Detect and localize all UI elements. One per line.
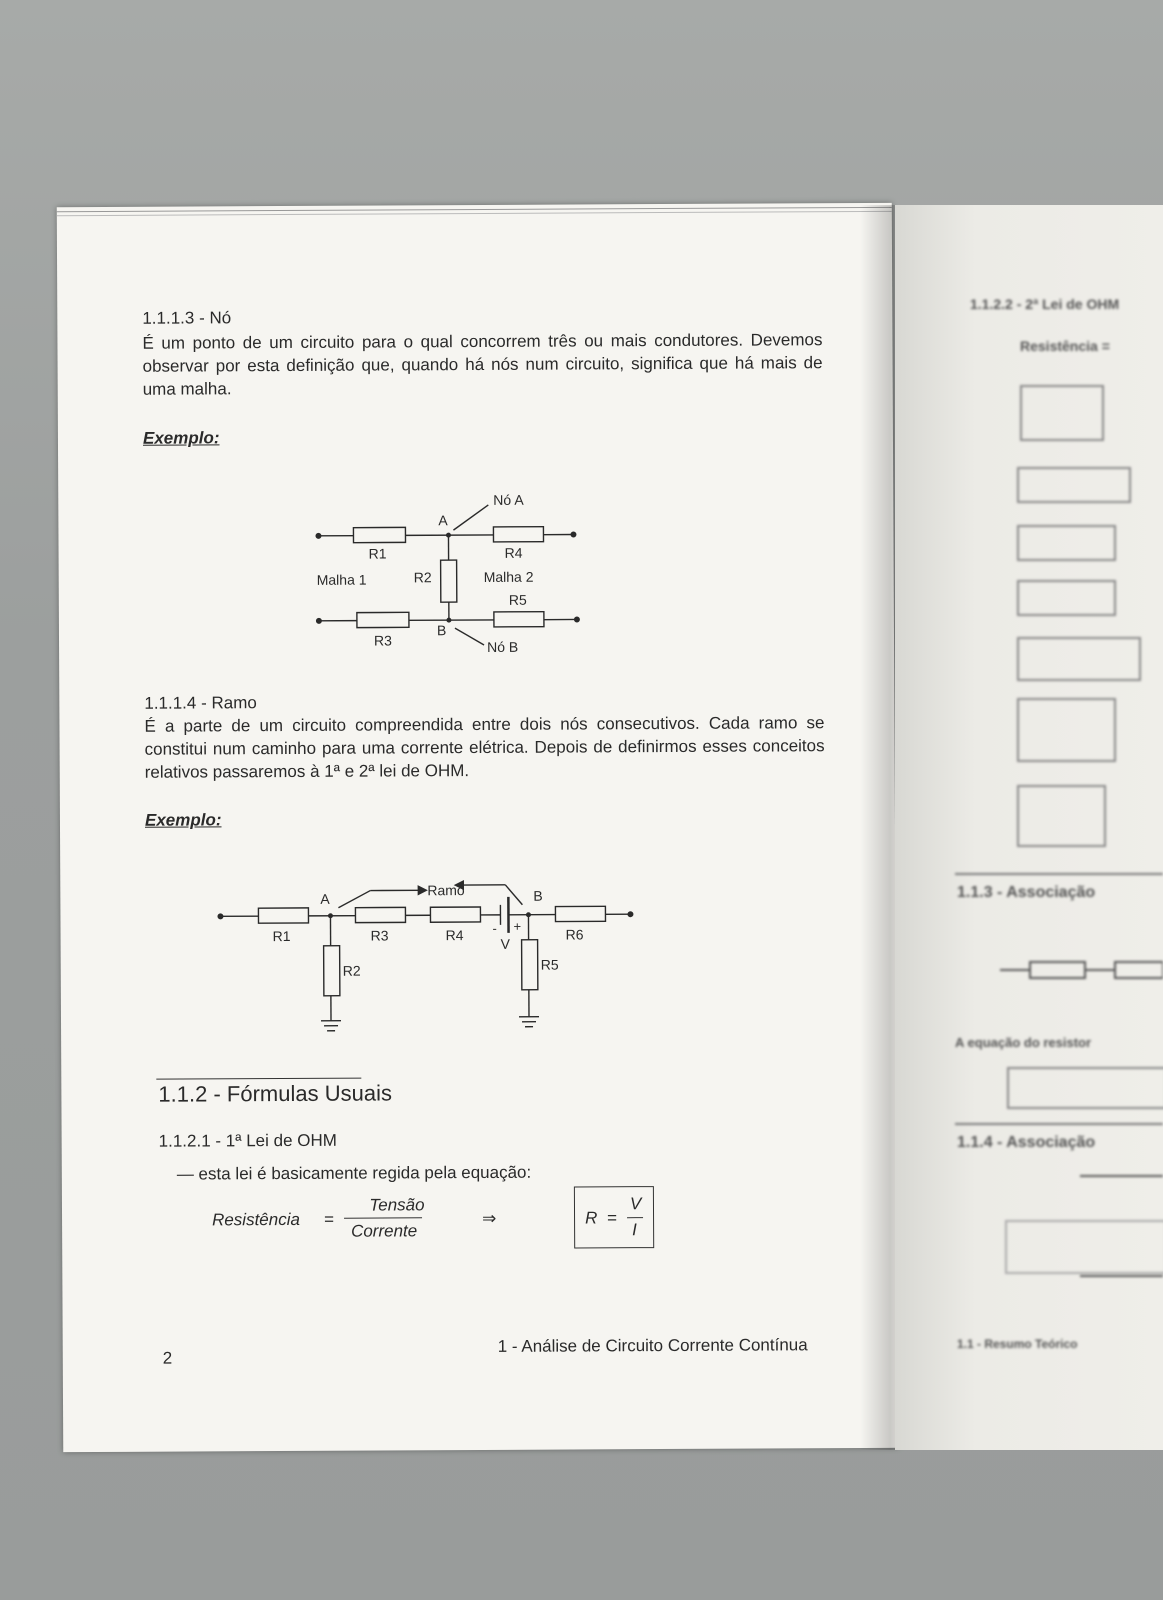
right-footer: 1.1 - Resumo Teórico: [957, 1337, 1078, 1351]
blurred-rule: [955, 873, 1163, 875]
page-edge-line: [57, 211, 892, 216]
label-r4: R4: [504, 544, 523, 561]
example-label: Exemplo:: [142, 428, 220, 448]
right-resistencia: Resistência =: [1020, 338, 1110, 354]
chapter-footer: 1 - Análise de Circuito Corrente Contínua: [497, 1335, 808, 1356]
label-r2-2: R2: [342, 962, 361, 979]
label-r3: R3: [373, 632, 392, 649]
page-number: 2: [162, 1348, 173, 1368]
subheading-ohm-1: 1.1.2.1 - 1ª Lei de OHM: [158, 1130, 337, 1151]
paragraph-ramo: É a parte de um circuito compreendida entre dois nós consecutivos. Cada ramo se constitui num caminho para uma corrente elétrica. Depois de definirmos esses conceitos relativos passaremos à 1ª e 2ª lei de OHM.: [144, 713, 825, 782]
box-r: R: [584, 1208, 598, 1228]
blurred-wire: [1080, 1175, 1163, 1177]
label-node-a-2: A: [320, 890, 330, 907]
box-v: V: [629, 1194, 642, 1214]
label-minus: -: [492, 920, 497, 936]
blurred-circuit: [995, 950, 1163, 990]
label-ramo: Ramo: [427, 882, 465, 899]
blurred-box: [1017, 467, 1131, 503]
circuit-diagram-nodes: [308, 479, 609, 661]
blurred-box: [1005, 1220, 1163, 1274]
box-i: I: [632, 1220, 637, 1240]
label-node-b-2: B: [533, 887, 543, 904]
right-section-1: 1.1.3 - Associação: [957, 884, 1096, 901]
blurred-box: [1017, 525, 1116, 561]
blurred-box: [1017, 580, 1116, 616]
label-plus: +: [513, 918, 522, 934]
right-page: [895, 205, 1163, 1450]
label-r4-2: R4: [445, 927, 464, 944]
label-r5: R5: [508, 591, 527, 608]
right-heading: 1.1.2.2 - 2ª Lei de OHM: [970, 296, 1120, 312]
formula-denominator: Corrente: [350, 1221, 418, 1241]
example-label-2: Exemplo:: [144, 810, 222, 830]
bullet-ohm-law: — esta lei é basicamente regida pela equação:: [176, 1162, 532, 1184]
section-title-formulas: 1.1.2 - Fórmulas Usuais: [158, 1080, 392, 1107]
left-page: [57, 203, 899, 1452]
section-rule: [156, 1078, 361, 1080]
blurred-box: [1017, 785, 1106, 847]
box-equals: =: [606, 1208, 618, 1228]
label-r6-2: R6: [565, 926, 584, 943]
label-malha-1: Malha 1: [316, 571, 367, 588]
section-heading-ramo: 1.1.1.4 - Ramo: [144, 693, 257, 713]
ohm-formula-box: [574, 1186, 654, 1248]
label-r1: R1: [368, 545, 387, 562]
formula-numerator: Tensão: [369, 1195, 425, 1215]
label-v: V: [500, 935, 510, 952]
label-no-b: Nó B: [487, 638, 519, 655]
paragraph-no: É um ponto de um circuito para o qual concorrem três ou mais condutores. Devemos observar por esta definição que, quando há nós num circuito, significa que há mais de uma malha.: [142, 330, 823, 399]
blurred-box: [1017, 637, 1141, 681]
formula-equals: =: [323, 1209, 335, 1229]
label-r5-2: R5: [540, 956, 559, 973]
section-heading-no: 1.1.1.3 - Nó: [142, 308, 232, 328]
blurred-rule: [955, 1123, 1163, 1125]
label-node-a: A: [438, 512, 448, 529]
blurred-box: [1017, 698, 1116, 762]
label-node-b: B: [436, 622, 447, 639]
blurred-box: [1020, 385, 1104, 441]
blurred-box: [1007, 1067, 1163, 1109]
label-r2: R2: [413, 569, 432, 586]
formula-resistencia: Resistência: [212, 1209, 300, 1230]
label-malha-2: Malha 2: [483, 568, 534, 585]
blurred-wire: [1080, 1275, 1163, 1277]
circuit-diagram-branch: [210, 864, 651, 1046]
label-r1-2: R1: [272, 927, 291, 945]
label-no-a: Nó A: [493, 491, 524, 508]
implies-arrow: ⇒: [481, 1208, 497, 1228]
right-equation-text: A equação do resistor: [955, 1035, 1092, 1050]
label-r3-2: R3: [370, 927, 389, 944]
right-section-2: 1.1.4 - Associação: [957, 1134, 1096, 1151]
